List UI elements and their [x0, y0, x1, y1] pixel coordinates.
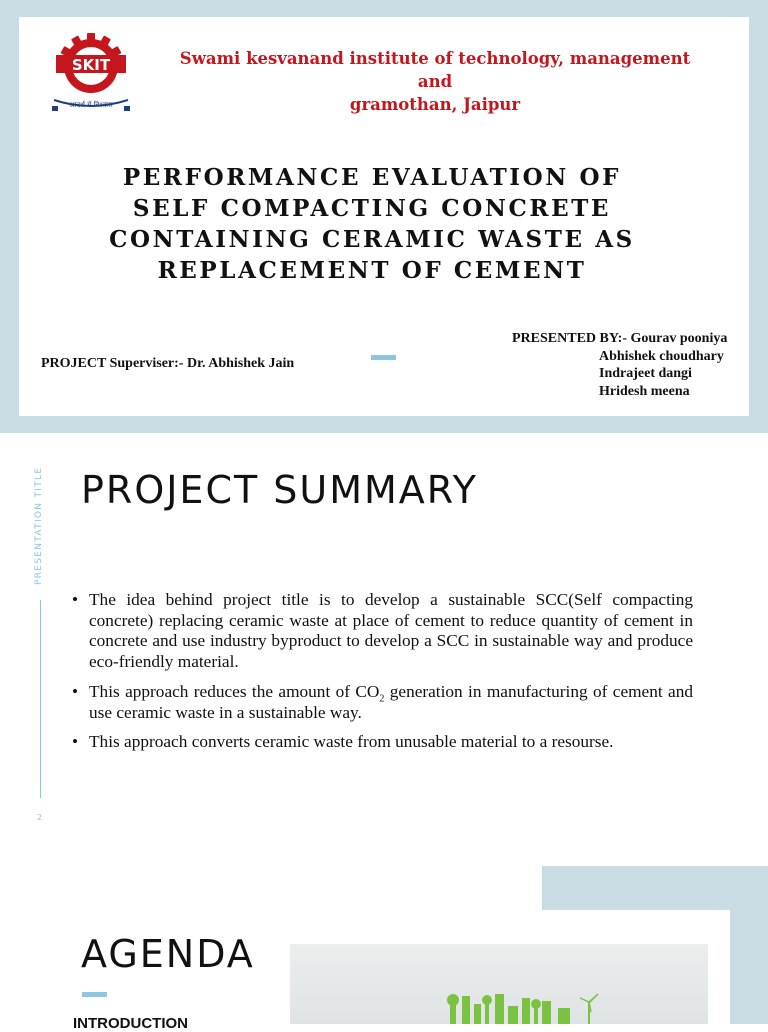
title-slide-accent-bar	[371, 355, 396, 360]
eco-city-image	[290, 944, 708, 1024]
list-item	[72, 732, 693, 753]
bullet-text: This approach converts ceramic waste from unusable material to a resourse.	[89, 732, 614, 752]
page-number: 2	[37, 813, 43, 822]
agenda-item-introduction: INTRODUCTION	[73, 1015, 188, 1032]
bullet-text: The idea behind project title is to develop a sustainable SCC(Self compacting concrete) replacing ceramic waste at place of cement to reduce quantity of cement in concrete and use industry byproduct to develop a SCC in sustainable way and produce eco-friendly material.	[89, 590, 693, 672]
institute-name-line2: gramothan, Jaipur	[349, 95, 521, 114]
institute-name-line1: Swami kesvanand institute of technology, management and	[179, 49, 691, 91]
logo-motto: आदर्श में विश्वास	[69, 101, 113, 109]
presenter-name: Indrajeet dangi	[599, 366, 692, 381]
presenter-name: Abhishek choudhary	[599, 348, 724, 364]
list-item	[72, 682, 693, 723]
bullet-icon: •	[72, 681, 79, 701]
bullet-text-part: generation in manufacturing of cement and use ceramic waste in a sustainable way.	[89, 681, 693, 722]
bullet-text-part: This approach reduces the amount of CO	[89, 681, 380, 701]
agenda-accent-bar	[82, 992, 107, 997]
project-title-line: REPLACEMENT OF CEMENT	[157, 257, 587, 284]
institute-name	[160, 47, 710, 116]
supervisor-text: PROJECT Superviser:- Dr. Abhishek Jain	[41, 356, 295, 371]
bullet-icon: •	[72, 590, 79, 609]
vertical-presentation-title: PRESENTATION TITLE	[34, 466, 44, 585]
project-title-line: CONTAINING CERAMIC WASTE AS	[109, 226, 635, 253]
logo-text: SKIT	[71, 56, 111, 74]
presented-by-line: PRESENTED BY:- Gourav pooniya	[512, 331, 728, 346]
presenters-block	[512, 330, 727, 400]
summary-title: PROJECT SUMMARY	[81, 468, 478, 512]
bullet-icon: •	[72, 732, 79, 752]
presenter-name: Hridesh meena	[599, 383, 690, 399]
project-title-line: PERFORMANCE EVALUATION OF	[122, 164, 622, 191]
summary-bullet-list	[72, 590, 693, 762]
vertical-accent-line	[40, 600, 41, 798]
list-item	[72, 590, 693, 673]
agenda-title: AGENDA	[81, 932, 255, 976]
project-title	[60, 162, 684, 286]
co2-subscript: 2	[379, 693, 385, 705]
project-title-line: SELF COMPACTING CONCRETE	[132, 195, 612, 222]
skit-logo	[48, 30, 134, 114]
